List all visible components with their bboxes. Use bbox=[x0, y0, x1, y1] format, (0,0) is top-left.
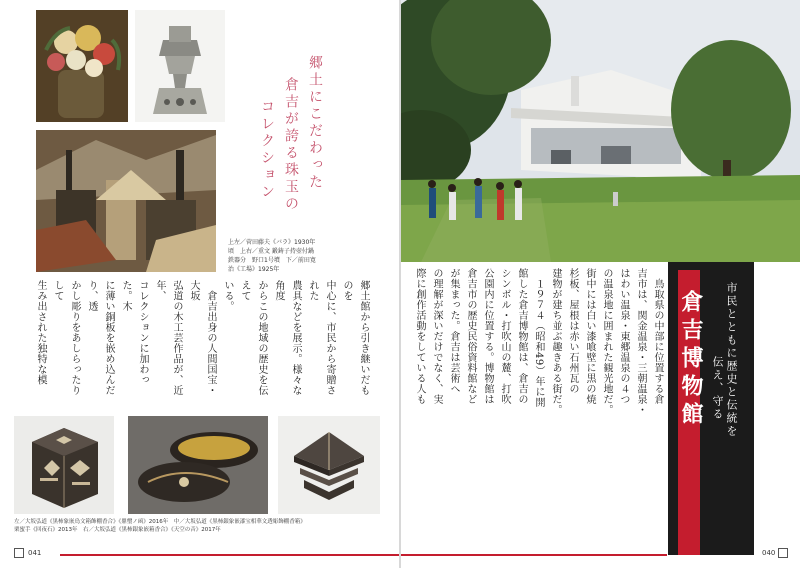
body-line: シンボル・打吹山の麓、打吹 bbox=[499, 268, 510, 405]
body-line: 建物が建ち並ぶ趣きある街だ。 bbox=[550, 268, 561, 415]
caption-line: 栗蜜手《回夜石》2013年 右／大坂弘道《黒柿銀象嵌箱香合》《天空の音》2017年 bbox=[14, 527, 221, 533]
bottom-red-bar-right bbox=[401, 554, 667, 556]
body-line: に薄い銅板を嵌め込んだり、透 bbox=[86, 280, 114, 396]
body-line: 杉板、屋根は赤い石州瓦の bbox=[567, 268, 578, 394]
photo-lacquer-case-gold bbox=[128, 416, 268, 514]
body-line: １９７４（昭和49）年に開 bbox=[533, 268, 544, 408]
photo-rose-painting bbox=[36, 10, 128, 122]
body-line: 際に創作活動をしている人も bbox=[414, 268, 425, 405]
caption-line: 左／大坂弘道《黒柿象嵌鳥文箱飾棚香合》《鼎璽ノ函》2016年 中／大坂弘道《黒柿銀象嵌漆宝相華文透彫飾棚香箱》 bbox=[14, 519, 306, 525]
body-line: はわい温泉・東郷温泉の４つ bbox=[618, 268, 629, 405]
body-line: 中心に、市民から寄贈された bbox=[307, 280, 335, 396]
photo-factory-painting bbox=[36, 130, 216, 272]
body-line: が集まった。倉吉は芸術へ bbox=[448, 268, 459, 394]
caption-line: 治《工場》1925年 bbox=[228, 266, 280, 273]
page-number-box-right bbox=[778, 548, 788, 558]
left-body-text bbox=[30, 280, 372, 404]
title-line-2: 倉吉が誇る珠玉の bbox=[283, 77, 299, 213]
body-line: 公園内に位置する。博物館は bbox=[482, 268, 493, 405]
bottom-red-bar-left bbox=[60, 554, 399, 556]
body-line: 生み出された独特な模 bbox=[35, 280, 46, 385]
subtitle-line-2: 伝え、守る bbox=[711, 356, 724, 421]
body-line: 鳥取県の中部に位置する倉 bbox=[652, 268, 663, 405]
body-line: かし彫りをあしらったりして bbox=[52, 280, 80, 396]
subtitle-line-1: 市民とともに歴史と伝統を bbox=[725, 282, 738, 438]
body-line: コレクションに加わった。木 bbox=[120, 280, 148, 385]
body-line: 街中には白い漆喰壁に黒の焼 bbox=[584, 268, 595, 405]
top-photo-caption bbox=[228, 238, 318, 274]
bottom-photo-caption bbox=[14, 518, 394, 534]
page-number-left: 041 bbox=[28, 549, 42, 557]
caption-line: 上左／菅田藤夫《バラ》1930年 bbox=[228, 239, 316, 246]
page-number-right: 040 bbox=[762, 549, 776, 557]
title-line-3: コレクション bbox=[259, 99, 275, 201]
museum-subtitle bbox=[710, 282, 738, 438]
body-line: 館した倉吉博物館は、倉吉の bbox=[516, 268, 527, 405]
body-line: 倉吉市の歴史民俗資料館など bbox=[465, 268, 476, 405]
body-line: の温泉地に囲まれた観光地だ。 bbox=[601, 268, 612, 415]
right-body-text bbox=[412, 268, 666, 550]
page-number-box-left bbox=[14, 548, 24, 558]
caption-line: 鉄器分 野口1号墳 下／前田寛 bbox=[228, 257, 316, 264]
photo-haniwa-vessel bbox=[135, 10, 225, 122]
body-line: 郷土館から引き継いだものを bbox=[341, 280, 369, 396]
body-line: 倉吉出身の人間国宝・大坂 bbox=[188, 280, 216, 396]
caption-line: 頃 上右／重文 鍛鋳子持壺付鍋 bbox=[228, 248, 314, 255]
body-line: 弘道の木工芸作品が、近年、 bbox=[154, 280, 182, 396]
photo-lacquer-pyramid bbox=[278, 416, 380, 514]
body-line: いる。 bbox=[222, 280, 233, 312]
body-line: の理解が深いだけでなく、実 bbox=[431, 268, 442, 405]
title-line-1: 郷土にこだわった bbox=[307, 55, 323, 191]
body-line: 吉市は、関金温泉・三朝温泉・ bbox=[635, 268, 646, 415]
photo-lacquer-box-cube bbox=[14, 416, 114, 514]
photo-museum-exterior bbox=[401, 0, 800, 262]
body-line: 農具などを展示。様々な角度 bbox=[273, 280, 301, 396]
museum-title: 倉吉博物館 bbox=[678, 290, 704, 430]
body-line: からこの地域の歴史を伝えて bbox=[239, 280, 267, 396]
